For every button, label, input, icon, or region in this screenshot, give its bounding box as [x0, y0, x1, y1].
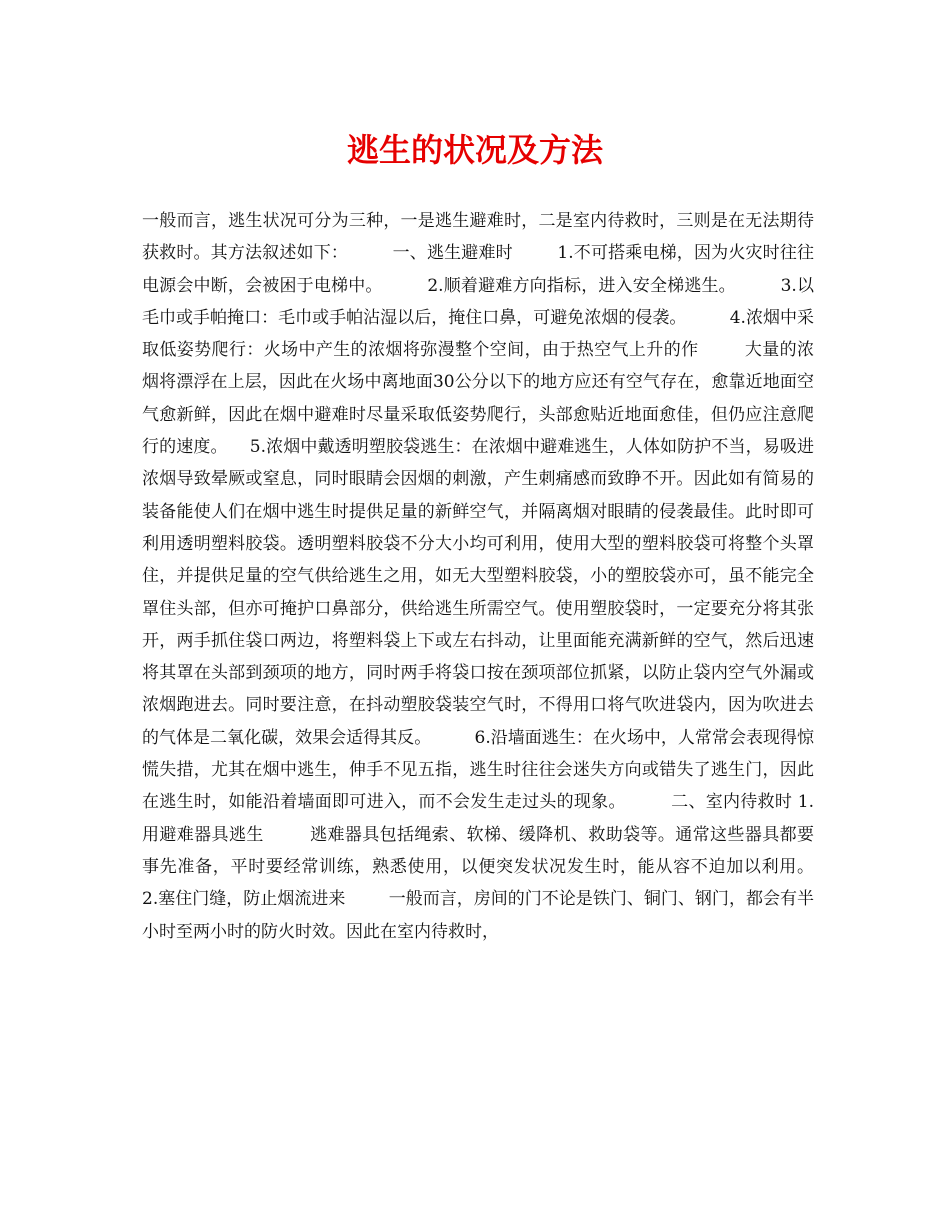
document-title: 逃生的状况及方法 — [346, 131, 603, 169]
document-body-text: 一般而言，逃生状况可分为三种，一是逃生避难时，二是室内待救时，三则是在无法期待获救时。其方法叙述如下： 一、逃生避难时 1.不可搭乘电梯，因为火灾时往往电源会中断，会被困于电梯中。 2.顺着避难方向指标，进入安全梯逃生。 3.以毛巾或手帕掩口：毛巾或手帕沾湿以后，掩住口鼻，可避免浓烟的侵袭。 4.浓烟中采取低姿势爬行：火场中产生的浓烟将弥漫整个空间，由于热空气上升的作 大量的浓烟将漂浮在上层，因此在火场中离地面30公分以下的地方应还有空气存在，愈靠近地面空气愈新鲜，因此在烟中避难时尽量采取低姿势爬行，头部愈贴近地面愈佳，但仍应注意爬行的速度。 5.浓烟中戴透明塑胶袋逃生：在浓烟中避难逃生，人体如防护不当，易吸进浓烟导致晕厥或窒息，同时眼睛会因烟的刺激，产生刺痛感而致睁不开。因此如有简易的装备能使人们在烟中逃生时提供足量的新鲜空气，并隔离烟对眼睛的侵袭最佳。此时即可利用透明塑料胶袋。透明塑料胶袋不分大小均可利用，使用大型的塑料胶袋可将整个头罩住，并提供足量的空气供给逃生之用，如无大型塑料胶袋，小的塑胶袋亦可，虽不能完全罩住头部，但亦可掩护口鼻部分，供给逃生所需空气。使用塑胶袋时，一定要充分将其张开，两手抓住袋口两边，将塑料袋上下或左右抖动，让里面能充满新鲜的空气，然后迅速将其罩在头部到颈项的地方，同时两手将袋口按在颈项部位抓紧，以防止袋内空气外漏或浓烟跑进去。同时要注意，在抖动塑胶袋装空气时，不得用口将气吹进袋内，因为吹进去的气体是二氧化碳，效果会适得其反。 6.沿墙面逃生：在火场中，人常常会表现得惊慌失措，尤其在烟中逃生，伸手不见五指，逃生时往往会迷失方向或错失了逃生门，因此在逃生时，如能沿着墙面即可进入，而不会发生走过头的现象。 二、室内待救时 1.用避难器具逃生 逃难器具包括绳索、软梯、缓降机、救助袋等。通常这些器具都要事先准备，平时要经常训练，熟悉使用，以便突发状况发生时，能从容不迫加以利用。 2.塞住门缝，防止烟流进来 一般而言，房间的门不论是铁门、铜门、钢门，都会有半小时至两小时的防火时效。因此在室内待救时， — [142, 211, 858, 942]
